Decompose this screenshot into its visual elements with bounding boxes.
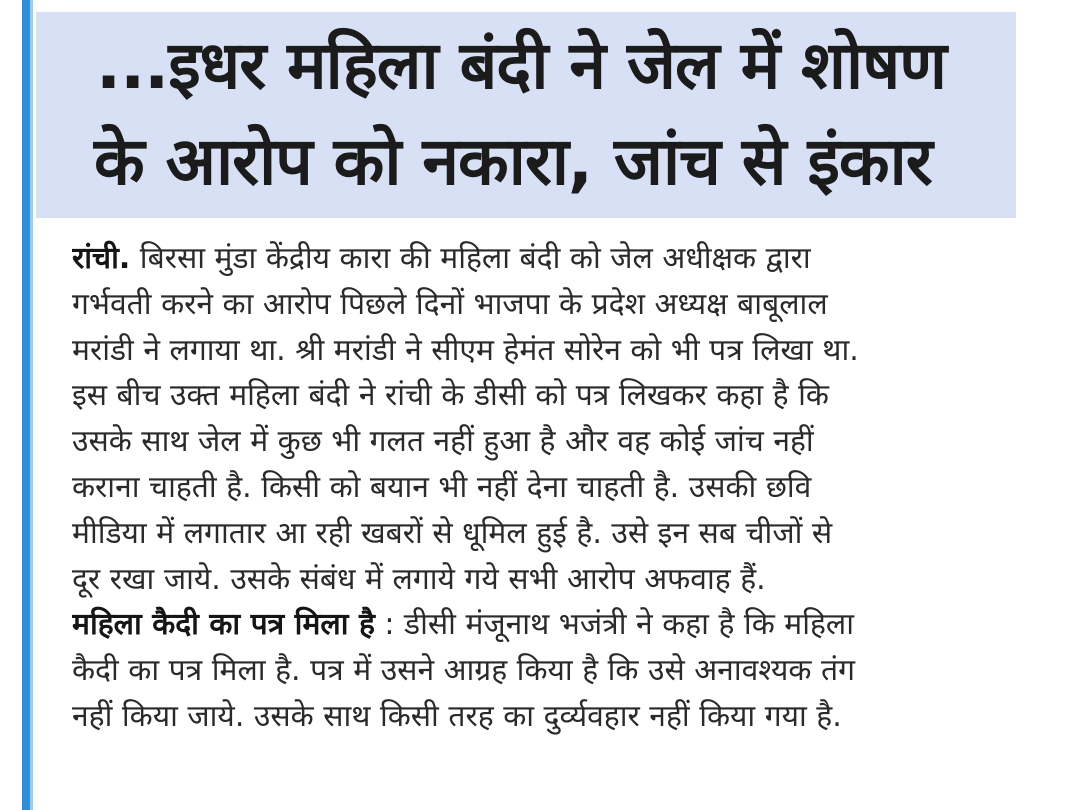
body-line-6: कराना चाहती है. किसी को बयान भी नहीं देना चाहती है. उसकी छवि [72,469,812,505]
body-line-1 [72,236,1016,282]
headline-line-1: ...इधर महिला बंदी ने जेल में शोषण [96,27,947,104]
dateline: रांची. [72,241,131,276]
body-line-text: बिरसा मुंडा केंद्रीय कारा की महिला बंदी को जेल अधीक्षक द्वारा [130,241,811,276]
body-line-5: उसके साथ जेल में कुछ भी गलत नहीं हुआ है और वह कोई जांच नहीं [72,424,814,460]
body-line-2: गर्भवती करने का आरोप पिछले दिनों भाजपा के प्रदेश अध्यक्ष बाबूलाल [72,286,828,322]
body-line-10: कैदी का पत्र मिला है. पत्र में उसने आग्रह किया है कि उसे अनावश्यक तंग [72,653,856,689]
left-border-rule [22,0,30,810]
headline [36,18,1016,210]
body-line-3: मरांडी ने लगाया था. श्री मरांडी ने सीएम हेमंत सोरेन को भी पत्र लिखा था. [72,332,859,368]
body-line-11: नहीं किया जाये. उसके साथ किसी तरह का दुर्व्यवहार नहीं किया गया है. [72,698,842,734]
body-line-9 [72,602,1016,648]
headline-line-2: के आरोप को नकारा, जांच से इंकार [94,123,932,200]
left-border-rule-highlight [30,0,33,810]
body-line-4: इस बीच उक्त महिला बंदी ने रांची के डीसी को पत्र लिखकर कहा है कि [72,378,829,414]
article-body [72,236,1016,740]
subheading: महिला कैदी का पत्र मिला है [72,607,375,643]
body-line-text: : डीसी मंजूनाथ भजंत्री ने कहा है कि महिला [374,607,855,643]
body-line-8: दूर रखा जाये. उसके संबंध में लगाये गये सभी आरोप अफवाह हैं. [72,561,766,597]
body-line-7: मीडिया में लगातार आ रही खबरों से धूमिल हुई है. उसे इन सब चीजों से [72,515,833,551]
